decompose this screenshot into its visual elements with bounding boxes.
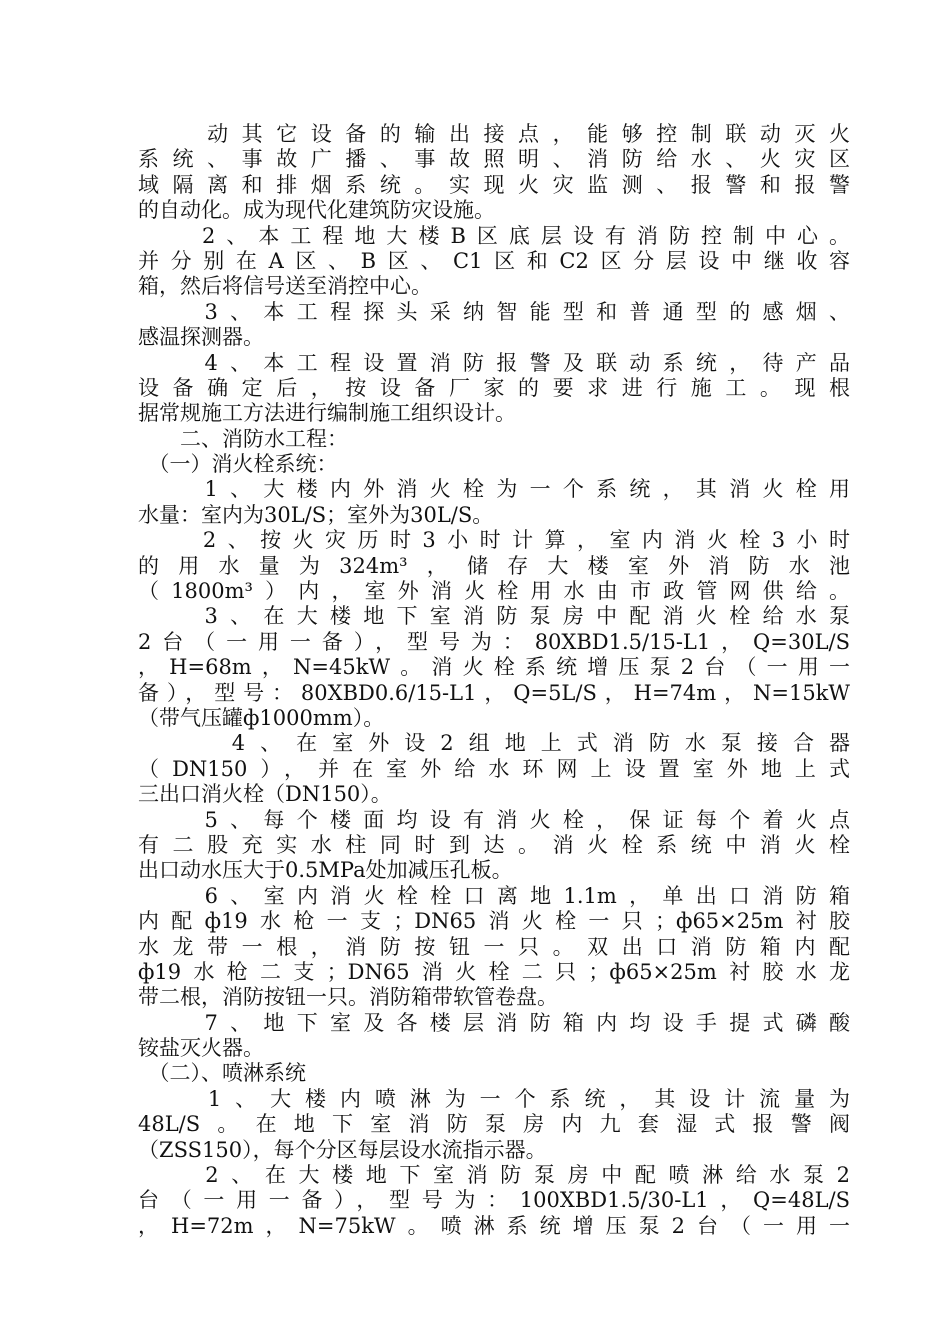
- text-line: 1、大楼内喷淋为一个系统，其设计流量为: [138, 1086, 850, 1111]
- text-line: 台（一用一备），型号为：100XBD1.5/30-L1，Q=48L/S: [138, 1188, 850, 1213]
- text-line: （二）、喷淋系统: [138, 1061, 306, 1086]
- text-line: 铵盐灭火器。: [138, 1036, 264, 1061]
- text-line: 有二股充实水柱同时到达。消火栓系统中消火栓: [138, 832, 850, 857]
- text-line: （ZSS150），每个分区每层设水流指示器。: [138, 1137, 547, 1162]
- text-line: 1、大楼内外消火栓为一个系统，其消火栓用: [138, 477, 850, 502]
- text-line: 设备确定后，按设备厂家的要求进行施工。现根: [138, 375, 850, 400]
- text-line: 的用水量为324m³，储存大楼室外消防水池: [138, 553, 850, 578]
- text-line: （1800m³）内，室外消火栓用水由市政管网供给。: [138, 579, 850, 604]
- text-line: 2、本工程地大楼B区底层设有消防控制中心。: [138, 223, 850, 248]
- text-line: 备），型号：80XBD0.6/15-L1，Q=5L/S，H=74m，N=15kW: [138, 680, 850, 705]
- text-line: 3、本工程探头采纳智能型和普通型的感烟、: [138, 299, 850, 324]
- text-line: 48L/S。在地下室消防泵房内九套湿式报警阀: [138, 1112, 850, 1137]
- text-line: 内配ф19水枪一支；DN65消火栓一只；ф65×25m衬胶: [138, 909, 850, 934]
- text-line: 7、地下室及各楼层消防箱内均设手提式磷酸: [138, 1010, 850, 1035]
- text-line: 带二根，消防按钮一只。消防箱带软管卷盘。: [138, 985, 558, 1010]
- text-line: （一）消火栓系统：: [138, 452, 338, 477]
- text-line: 6、室内消火栓栓口离地1.1m，单出口消防箱: [138, 883, 850, 908]
- text-line: 系统、事故广播、事故照明、消防给水、火灾区: [138, 147, 850, 172]
- text-line: 水龙带一根，消防按钮一只。双出口消防箱内配: [138, 934, 850, 959]
- text-line: 3、在大楼地下室消防泵房中配消火栓给水泵: [138, 604, 850, 629]
- text-line: 二、消防水工程：: [138, 426, 348, 451]
- text-line: 2、按火灾历时3小时计算，室内消火栓3小时: [138, 528, 850, 553]
- body-text: [138, 122, 850, 1239]
- text-line: 出口动水压大于0.5MPa处加减压孔板。: [138, 858, 513, 883]
- text-line: 并分别在A区、B区、C1区和C2区分层设中继收容: [138, 248, 850, 273]
- text-line: 2、在大楼地下室消防泵房中配喷淋给水泵2: [138, 1163, 850, 1188]
- text-line: ，H=68m，N=45kW。消火栓系统增压泵2台（一用一: [138, 655, 850, 680]
- text-line: 4、本工程设置消防报警及联动系统，待产品: [138, 350, 850, 375]
- text-line: ф19水枪二支；DN65消火栓二只；ф65×25m衬胶水龙: [138, 959, 850, 984]
- text-line: 4、在室外设2组地上式消防水泵接合器: [138, 731, 850, 756]
- text-line: 动其它设备的输出接点，能够控制联动灭火: [138, 122, 850, 146]
- text-line: 三出口消火栓（DN150）。: [138, 782, 392, 807]
- text-line: （带气压罐ф1000mm）。: [138, 705, 385, 730]
- text-line: 的自动化。成为现代化建筑防灾设施。: [138, 198, 495, 223]
- text-line: 感温探测器。: [138, 325, 264, 350]
- text-line: （DN150），并在室外给水环网上设置室外地上式: [138, 756, 850, 781]
- text-line: 2台（一用一备），型号为：80XBD1.5/15-L1，Q=30L/S: [138, 629, 850, 654]
- text-line: 箱，然后将信号送至消控中心。: [138, 274, 432, 299]
- text-line: 水量：室内为30L/S；室外为30L/S。: [138, 502, 494, 527]
- text-line: 5、每个楼面均设有消火栓，保证每个着火点: [138, 807, 850, 832]
- text-line: 据常规施工方法进行编制施工组织设计。: [138, 401, 516, 426]
- text-line: 域隔离和排烟系统。实现火灾监测、报警和报警: [138, 172, 850, 197]
- text-line: ，H=72m，N=75kW。喷淋系统增压泵2台（一用一: [138, 1213, 850, 1238]
